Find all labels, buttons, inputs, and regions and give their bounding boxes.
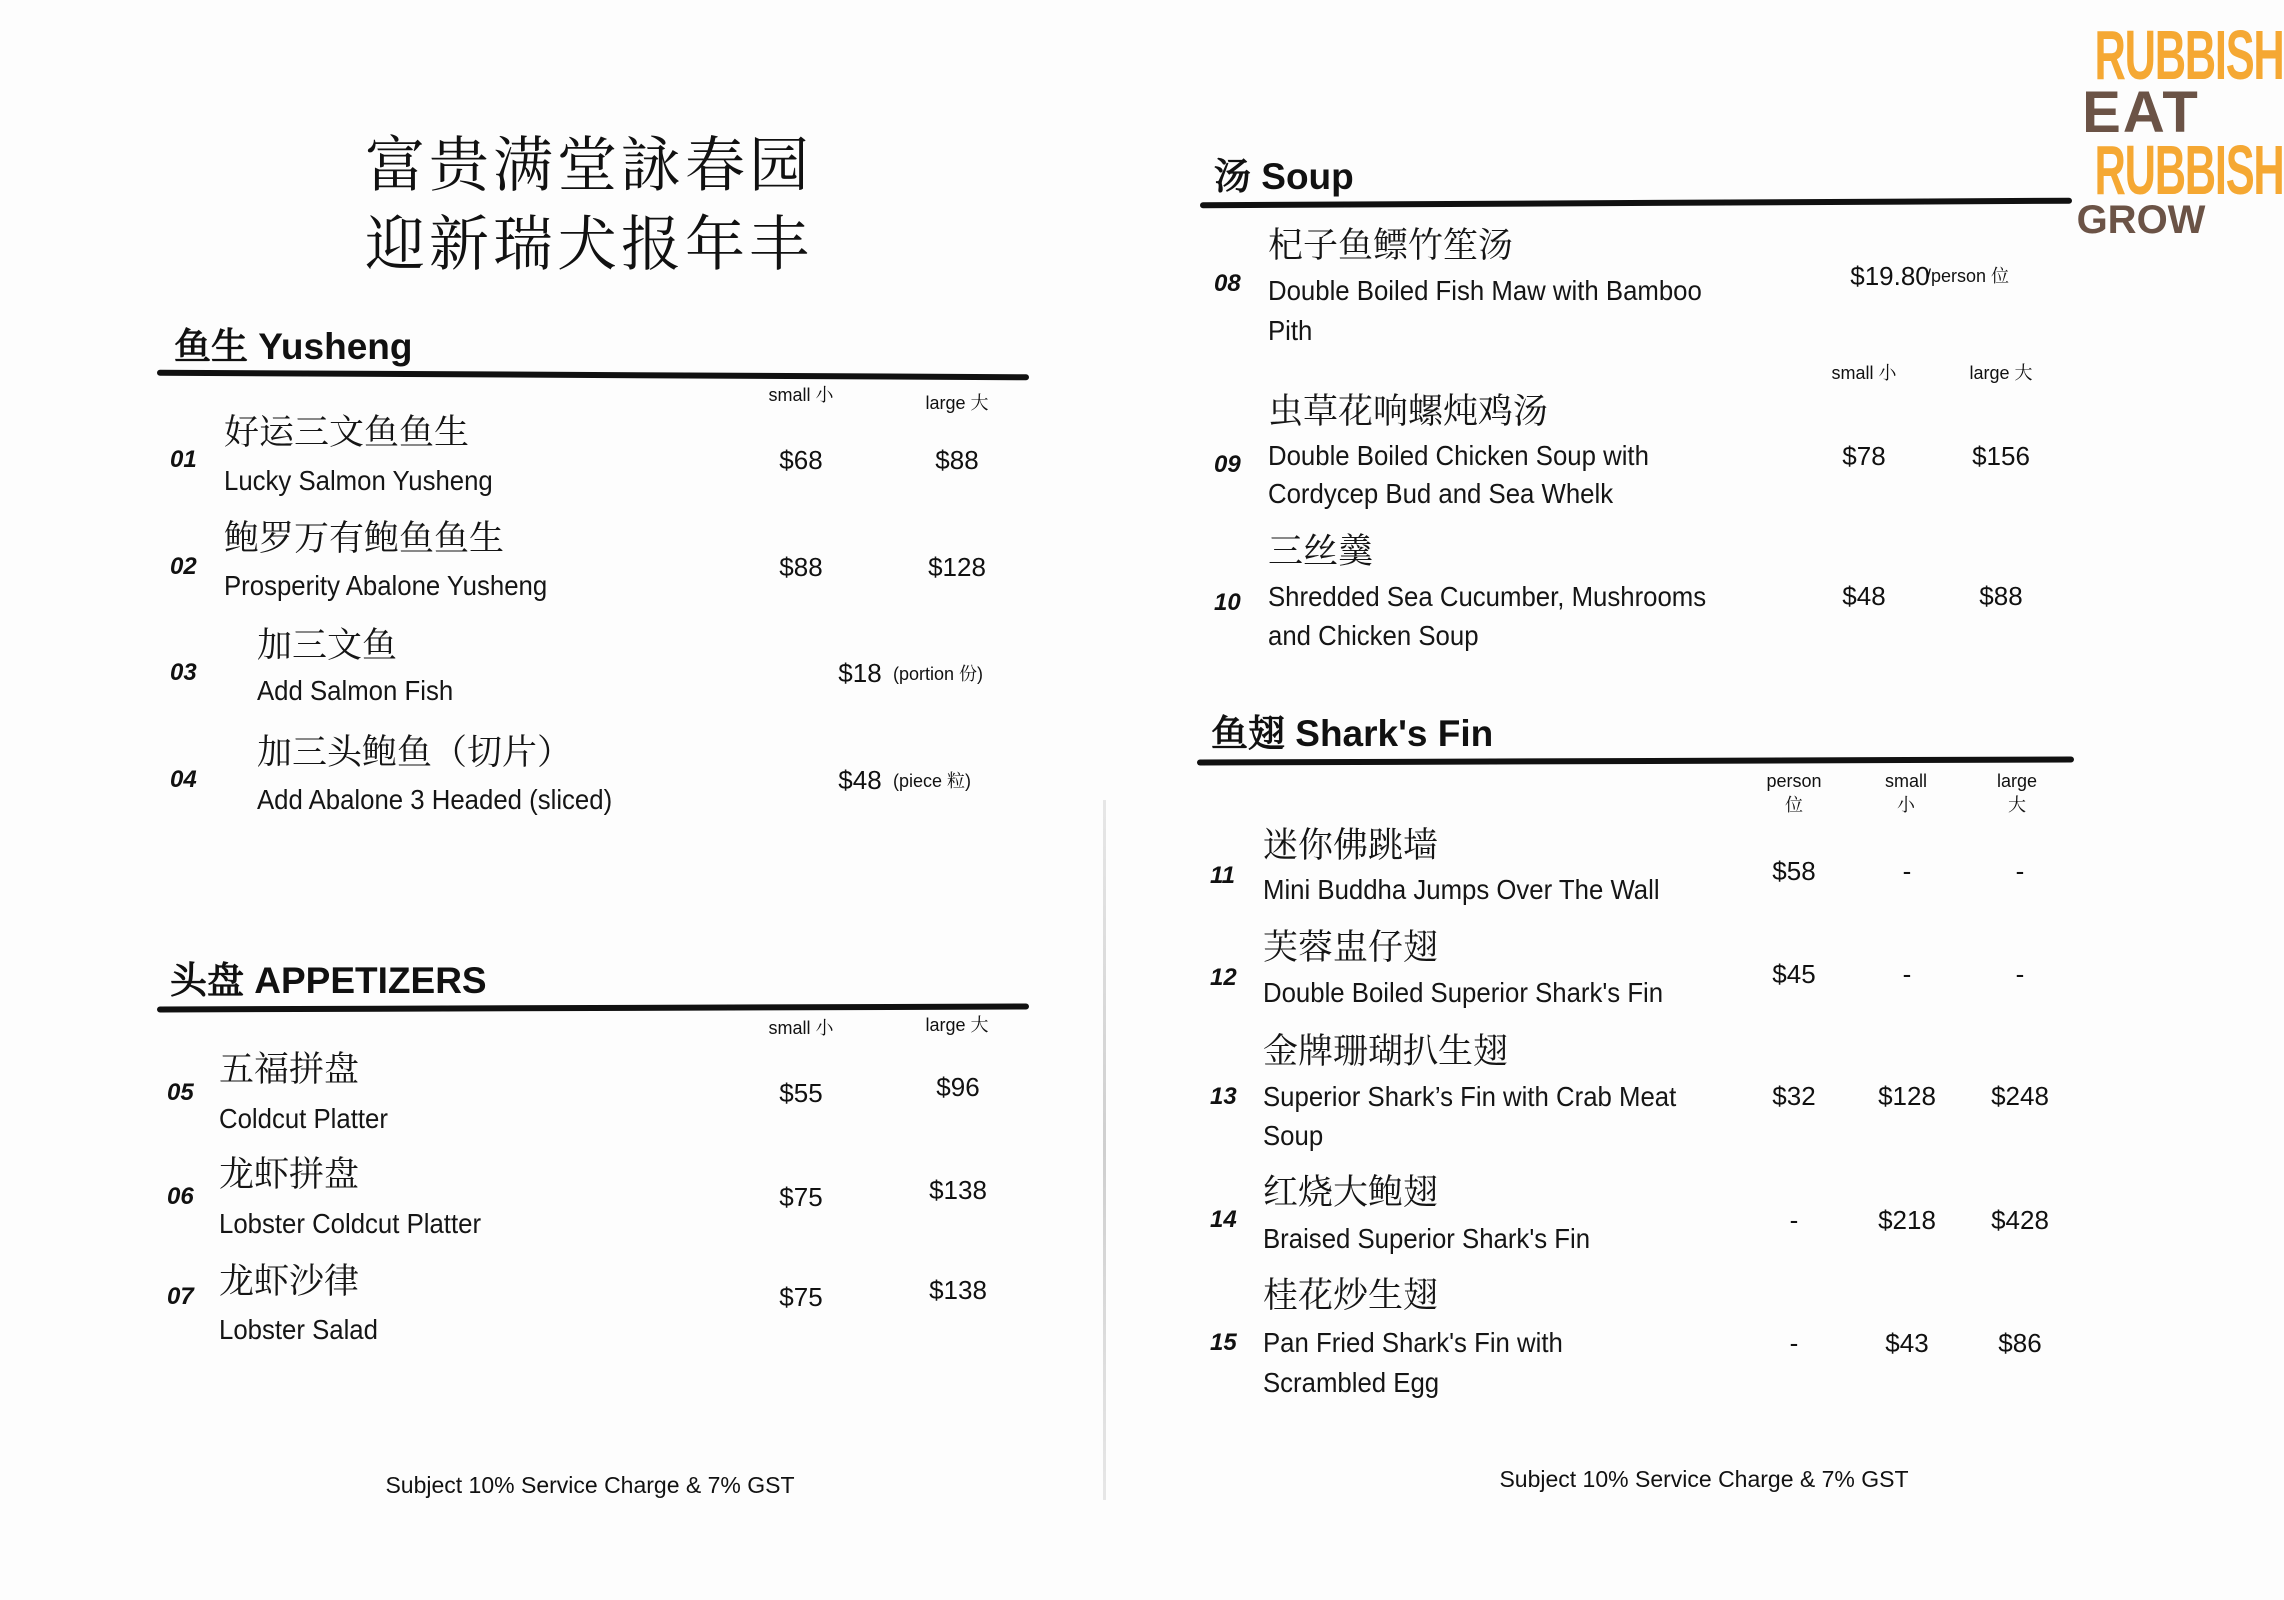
- price-person: -: [1789, 1205, 1799, 1235]
- section-heading-yusheng: 鱼生 Yusheng: [174, 326, 413, 367]
- item-name-english: Double Boiled Fish Maw with Bamboo: [1268, 275, 1702, 306]
- item-name-chinese: 杞子鱼鳔竹笙汤: [1268, 226, 1514, 266]
- item-name-chinese: 加三文鱼: [257, 626, 398, 666]
- price-large: $86: [1998, 1328, 2042, 1358]
- item-name-english: Lucky Salmon Yusheng: [224, 465, 493, 496]
- item-name-english: Add Abalone 3 Headed (sliced): [257, 784, 613, 815]
- column-header-small: small 小: [768, 1018, 834, 1038]
- price-large: $248: [1991, 1081, 2049, 1111]
- item-name-chinese: 龙虾沙律: [219, 1262, 360, 1302]
- item-name-chinese: 芙蓉盅仔翅: [1263, 928, 1439, 968]
- item-name-chinese: 加三头鲍鱼（切片）: [257, 733, 573, 773]
- price-small: $78: [1842, 441, 1886, 471]
- item-number: 06: [167, 1183, 194, 1210]
- item-number: 11: [1210, 862, 1235, 889]
- price-unit: (piece 粒): [893, 771, 972, 791]
- item-name-chinese: 三丝羹: [1268, 532, 1374, 572]
- item-name-english: Prosperity Abalone Yusheng: [224, 570, 548, 601]
- item-name-english: Pan Fried Shark's Fin with: [1263, 1327, 1563, 1358]
- price-large: -: [2015, 856, 2025, 886]
- section-divider: [157, 1003, 1029, 1012]
- price-large: $96: [936, 1072, 980, 1102]
- footer-service-charge-left: Subject 10% Service Charge & 7% GST: [385, 1472, 795, 1498]
- item-number: 07: [167, 1283, 194, 1310]
- item-name-chinese: 迷你佛跳墙: [1263, 826, 1439, 866]
- price-single: $48: [838, 765, 882, 795]
- column-header-person-chinese: 位: [1785, 795, 1803, 815]
- column-header-large: large 大: [1969, 363, 2033, 383]
- item-number: 15: [1210, 1329, 1237, 1356]
- item-name-english: Lobster Coldcut Platter: [219, 1208, 482, 1239]
- book-spine: [1103, 800, 1106, 1500]
- menu-title-line1: 富贵满堂詠春园: [365, 131, 813, 201]
- section-heading-soup: 汤 Soup: [1214, 156, 1354, 197]
- item-name-chinese: 金牌珊瑚扒生翅: [1263, 1032, 1509, 1072]
- item-number: 13: [1210, 1083, 1237, 1110]
- column-header-large: large: [1996, 771, 2038, 791]
- logo-word: GROW: [2076, 198, 2206, 243]
- section-heading-sharks-fin: 鱼翅 Shark's Fin: [1211, 713, 1494, 754]
- item-number: 08: [1214, 270, 1241, 297]
- item-name-english-line2: Pith: [1268, 315, 1313, 346]
- price-small: $75: [779, 1182, 823, 1212]
- logo-word: RUBBISH: [2094, 16, 2284, 94]
- section-divider: [1197, 756, 2074, 765]
- logo-word: EAT: [2082, 80, 2200, 145]
- item-name-english: Braised Superior Shark's Fin: [1263, 1223, 1591, 1254]
- column-header-small: small 小: [768, 385, 834, 405]
- item-name-chinese: 龙虾拼盘: [219, 1155, 360, 1195]
- menu-title-line2: 迎新瑞犬报年丰: [365, 210, 813, 280]
- item-name-english: Mini Buddha Jumps Over The Wall: [1263, 874, 1660, 905]
- column-header-small: small: [1884, 771, 1928, 791]
- price-small: $75: [779, 1282, 823, 1312]
- price-person: $45: [1772, 959, 1816, 989]
- footer-service-charge-right: Subject 10% Service Charge & 7% GST: [1499, 1466, 1909, 1492]
- price-large: -: [2015, 959, 2025, 989]
- price-small: $88: [779, 552, 823, 582]
- price-person: $32: [1772, 1081, 1816, 1111]
- price-single: $19.80: [1850, 261, 1930, 291]
- item-name-chinese: 桂花炒生翅: [1263, 1276, 1439, 1316]
- item-name-english-line2: and Chicken Soup: [1268, 620, 1479, 651]
- item-name-english: Lobster Salad: [219, 1314, 378, 1345]
- price-small: $68: [779, 445, 823, 475]
- item-name-english: Superior Shark’s Fin with Crab Meat: [1263, 1081, 1677, 1112]
- item-number: 01: [170, 446, 197, 473]
- item-number: 09: [1214, 451, 1241, 478]
- price-large: $88: [1979, 581, 2023, 611]
- column-header-small-chinese: 小: [1897, 795, 1915, 815]
- column-header-large: large 大: [925, 393, 989, 413]
- item-number: 04: [170, 766, 197, 793]
- price-small: $218: [1878, 1205, 1936, 1235]
- section-heading-appetizers: 头盘 APPETIZERS: [170, 960, 487, 1001]
- item-name-chinese: 五福拼盘: [219, 1050, 360, 1090]
- price-small: -: [1902, 959, 1912, 989]
- item-number: 14: [1210, 1206, 1237, 1233]
- item-name-english-line2: Soup: [1263, 1120, 1324, 1151]
- item-number: 10: [1214, 589, 1241, 616]
- item-name-english-line2: Cordycep Bud and Sea Whelk: [1268, 478, 1614, 509]
- section-divider: [1200, 198, 2072, 209]
- rubbish-eat-rubbish-grow-logo: [2066, 16, 2284, 243]
- item-name-english: Shredded Sea Cucumber, Mushrooms: [1268, 581, 1707, 612]
- item-number: 05: [167, 1079, 194, 1106]
- item-name-chinese: 鲍罗万有鲍鱼鱼生: [224, 519, 505, 559]
- price-large: $138: [929, 1275, 987, 1305]
- price-small: $43: [1885, 1328, 1929, 1358]
- item-name-english-line2: Scrambled Egg: [1263, 1367, 1440, 1398]
- item-name-english: Coldcut Platter: [219, 1103, 388, 1134]
- column-header-large-chinese: 大: [2008, 795, 2026, 815]
- item-name-chinese: 红烧大鲍翅: [1263, 1173, 1439, 1213]
- price-large: $428: [1991, 1205, 2049, 1235]
- price-large: $128: [928, 552, 986, 582]
- price-unit: (portion 份): [893, 664, 984, 684]
- price-small: $48: [1842, 581, 1886, 611]
- item-name-chinese: 虫草花响螺炖鸡汤: [1268, 392, 1549, 432]
- item-name-english: Double Boiled Chicken Soup with: [1268, 440, 1649, 471]
- item-number: 12: [1210, 964, 1237, 991]
- column-header-small: small 小: [1831, 363, 1897, 383]
- price-small: -: [1902, 856, 1912, 886]
- column-header-person: person: [1766, 771, 1822, 791]
- price-large: $138: [929, 1175, 987, 1205]
- logo-word: RUBBISH: [2094, 131, 2284, 210]
- price-person: -: [1789, 1328, 1799, 1358]
- column-header-large: large 大: [925, 1015, 989, 1035]
- item-number: 03: [170, 659, 197, 686]
- price-person: $58: [1772, 856, 1816, 886]
- item-name-english: Double Boiled Superior Shark's Fin: [1263, 977, 1664, 1008]
- item-name-english: Add Salmon Fish: [257, 675, 454, 706]
- price-large: $156: [1972, 441, 2030, 471]
- item-number: 02: [170, 553, 197, 580]
- price-unit: /person 位: [1926, 266, 2010, 286]
- price-small: $128: [1878, 1081, 1936, 1111]
- item-name-chinese: 好运三文鱼鱼生: [224, 413, 470, 453]
- price-single: $18: [838, 658, 882, 688]
- price-large: $88: [935, 445, 979, 475]
- price-small: $55: [779, 1078, 823, 1108]
- section-divider: [157, 370, 1029, 381]
